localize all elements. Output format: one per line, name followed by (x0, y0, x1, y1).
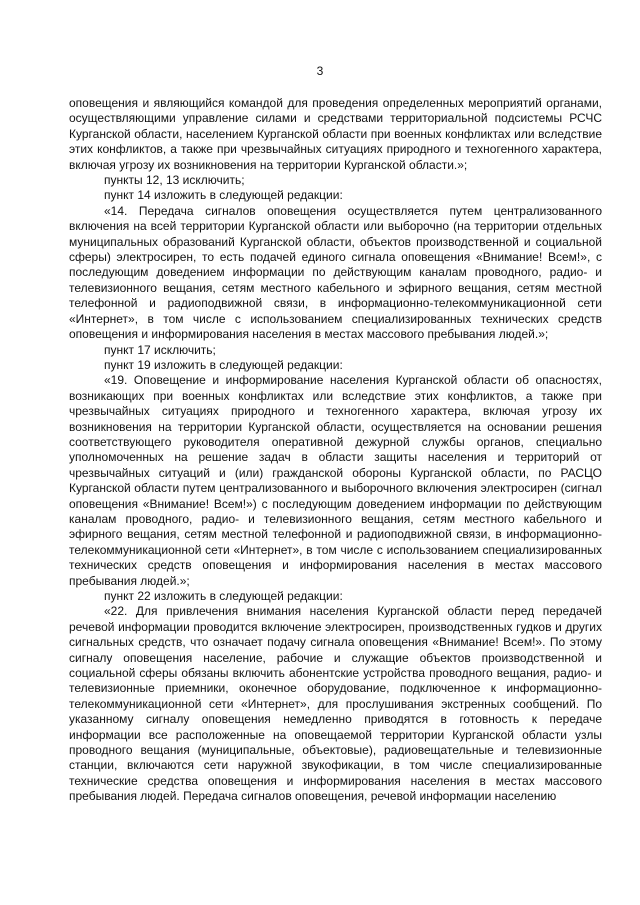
paragraph-item-17: пункт 17 исключить; (104, 342, 216, 357)
paragraph-item-19-intro: пункт 19 изложить в следующей редакции: (104, 357, 343, 372)
paragraph-item-19: «19. Оповещение и информирование населения Курганской области об опасностях, возникающих при военных конфликтах или вследствие этих конфликтов, а также при чрезвычайных ситуациях природного и техногенного характера, включая угрозу их возникновения на территории Курганской области, осуществляется на основании решения соответствующего руководителя оперативной дежурной службы органов, специально уполномоченных на решение задач в области защиты населения и территорий от чрезвычайных ситуаций и (или) гражданской обороны Курганской области, по РАСЦО Курганской области путем централизованного и выборочного включения электросирен (сигнал оповещения «Внимание! Всем!») с последующим доведением информации по действующим каналам проводного, радио- и телевизионного вещания, сетям местного кабельного и эфирного вещания, сетям местной телефонной и радиоподвижной связи, в информационно-телекоммуникационной сети «Интернет», в том числе с использованием специализированных технических средств оповещения и информирования населения в местах массового пребывания людей.»; (69, 373, 602, 588)
page-number: 3 (316, 64, 324, 78)
document-body (69, 96, 602, 805)
paragraph-continuation: оповещения и являющийся командой для проведения определенных мероприятий органами, осуществляющими управление силами и средствами территориальной подсистемы РСЧС Курганской области, населением Курганской области при военных конфликтах или вследствие этих конфликтов, а также при чрезвычайных ситуациях природного и техногенного характера, включая угрозу их возникновения на территории Курганской области.»; (69, 96, 602, 172)
paragraph-item-14-intro: пункт 14 изложить в следующей редакции: (104, 188, 343, 203)
paragraph-items-12-13: пункты 12, 13 исключить; (104, 173, 245, 188)
paragraph-item-22-intro: пункт 22 изложить в следующей редакции: (104, 589, 343, 603)
paragraph-item-22: «22. Для привлечения внимания населения Курганской области перед передачей речевой информации проводится включение электросирен, производственных гудков и других сигнальных средств, что означает подачу сигнала оповещения «Внимание! Всем!». По этому сигналу оповещения население, рабочие и служащие объектов производственной и социальной сферы обязаны включить абонентские устройства проводного вещания, радио- и телевизионные приемники, оконечное оборудование, подключенное к информационно-телекоммуникационной сети «Интернет», для прослушивания экстренных сообщений. По указанному сигналу оповещения немедленно приводятся в готовность к передаче информации все расположенные на оповещаемой территории Курганской области узлы проводного вещания (муниципальные, объектовые), радиовещательные и телевизионные станции, включаются сети наружной звукофикации, в том числе специализированные технические средства оповещения и информирования населения в местах массового пребывания людей. Передача сигналов оповещения, речевой информации населению (69, 604, 602, 804)
paragraph-item-14: «14. Передача сигналов оповещения осуществляется путем централизованного включения на всей территории Курганской области или выборочно (на территории отдельных муниципальных образований Курганской области, объектов производственной и социальной сферы) электросирен, то есть подачей единого сигнала оповещения «Внимание! Всем!», с последующим доведением информации по действующим каналам проводного, радио- и телевизионного вещания, сетям местного кабельного и эфирного вещания, сетям местной телефонной и радиоподвижной связи, в информационно-телекоммуникационной сети «Интернет», в том числе с использованием специализированных технических средств оповещения и информирования населения в местах массового пребывания людей.»; (69, 203, 602, 342)
